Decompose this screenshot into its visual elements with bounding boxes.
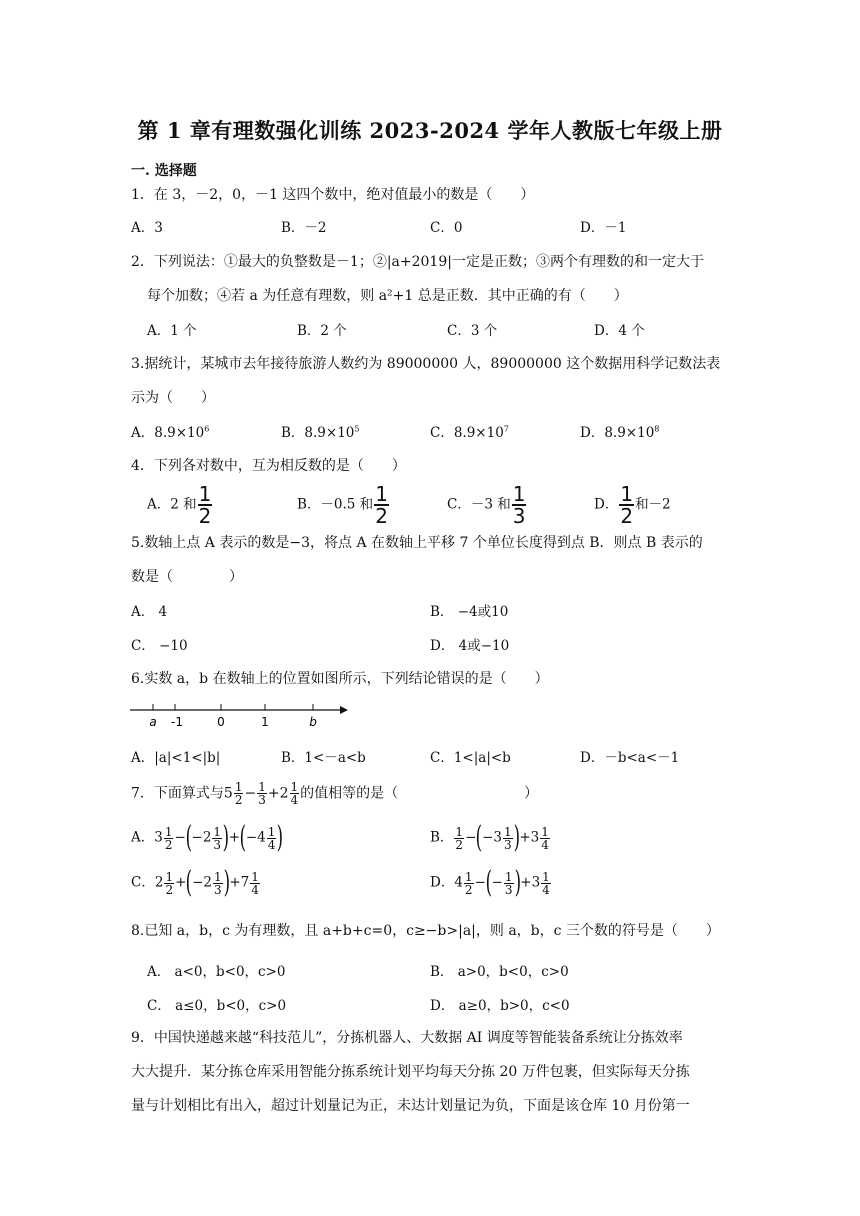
q1-option-b: B．－2 — [281, 220, 327, 236]
q8-stem: 8.已知 a，b，c 为有理数，且 a+b+c=0，c≥−b>|a|，则 a，b，c 三个数的符号是（ ） — [131, 923, 720, 939]
axis-label-1: -1 — [171, 715, 183, 729]
q6-option-d: D．－b<a<－1 — [580, 750, 680, 766]
q3-option-c: C．$8.9\times 10^7$ — [430, 424, 509, 441]
q4-option-d: D． $\frac{1}{2}$ 和－2 — [594, 482, 671, 528]
q5-option-b: B． −4或10 — [430, 604, 509, 620]
q6-option-a: A．|a|<1<|b| — [131, 750, 221, 766]
q3-stem-line1: 3.据统计，某城市去年接待旅游人数约为 89000000 人，89000000 这个数据用科学记数法表 — [131, 356, 721, 372]
q6-option-b: B．1<－a<b — [281, 750, 366, 766]
q3-stem-line2: 示为（ ） — [131, 390, 215, 406]
q1-stem: 1．在 3，－2，0，－1 这四个数中，绝对值最小的数是（ ） — [131, 187, 535, 203]
axis-label-0: a — [149, 715, 157, 729]
q9-stem-line2: 大大提升．某分拣仓库采用智能分拣系统计划平均每天分拣 20 万件包裹，但实际每天分拣 — [131, 1064, 690, 1080]
q2-option-c: C．3 个 — [447, 323, 498, 339]
q6-option-c: C．1<|a|<b — [430, 750, 511, 766]
q7-option-d: D．4 $\frac{1}{2}$ −(− $\frac{1}{3}$ )+3 $\frac{1}{4}$ — [430, 865, 550, 900]
q3-option-b: B．$8.9\times 10^5$ — [281, 424, 360, 441]
q4-option-c: C．－3 和 $\frac{1}{3}$ — [447, 482, 526, 528]
q8-option-d: D． a≥0，b>0，c<0 — [430, 998, 570, 1014]
q2-option-a: A．1 个 — [147, 323, 197, 339]
q2-option-d: D．4 个 — [594, 323, 645, 339]
q4-option-b: B．－0.5 和 $\frac{1}{2}$ — [297, 482, 388, 528]
q2-stem-line1: 2．下列说法：①最大的负整数是－1；②|a+2019|一定是正数；③两个有理数的和一定大于 — [131, 254, 704, 270]
q7-stem: 7．下面算式与5 $\frac{1}{2}$ − $\frac{1}{3}$ +2 $\frac{1}{4}$ 的值相等的是（ ） — [131, 780, 539, 807]
q1-option-c: C．0 — [430, 220, 463, 236]
q5-stem-line1: 5.数轴上点 A 表示的数是−3，将点 A 在数轴上平移 7 个单位长度得到点 B．则点 B 表示的 — [131, 535, 703, 551]
q6-stem: 6.实数 a，b 在数轴上的位置如图所示，下列结论错误的是（ ） — [131, 671, 549, 687]
q2-option-b: B．2 个 — [297, 323, 347, 339]
q5-option-d: D． 4或−10 — [430, 638, 510, 654]
q7-option-c: C．2 $\frac{1}{2}$ +(−2 $\frac{1}{3}$ )+7 $\frac{1}{4}$ — [131, 865, 259, 900]
q5-option-a: A． 4 — [131, 604, 168, 620]
q1-option-d: D．－1 — [580, 220, 627, 236]
q7-option-b: B． $\frac{1}{2}$ −(−3 $\frac{1}{3}$ )+3 $\frac{1}{4}$ — [430, 820, 549, 855]
section-heading: 一. 选择题 — [131, 163, 197, 179]
axis-label-4: b — [309, 715, 317, 729]
q3-option-d: D．$8.9\times 10^8$ — [580, 424, 660, 441]
q8-option-c: C． a≤0，b<0，c>0 — [147, 998, 287, 1014]
q4-option-a: A．2 和 $\frac{1}{2}$ — [147, 482, 212, 528]
q4-stem: 4．下列各对数中，互为相反数的是（ ） — [131, 458, 406, 474]
q2-stem-line2: 每个加数；④若 a 为任意有理数，则 a²+1 总是正数．其中正确的有（ ） — [147, 288, 628, 304]
number-line-figure — [128, 700, 350, 730]
q1-option-a: A．3 — [131, 220, 163, 236]
page-title: 第 1 章有理数强化训练 2023-2024 学年人教版七年级上册 — [137, 118, 723, 143]
q9-stem-line1: 9．中国快递越来越“科技范儿”，分拣机器人、大数据 AI 调度等智能装备系统让分拣效率 — [131, 1030, 683, 1046]
q5-stem-line2: 数是（ ） — [131, 569, 243, 585]
axis-label-2: 0 — [217, 715, 225, 729]
q8-option-a: A． a<0，b<0，c>0 — [147, 964, 286, 980]
axis-label-3: 1 — [261, 715, 269, 729]
q8-option-b: B． a>0，b<0，c>0 — [430, 964, 569, 980]
q3-option-a: A．$8.9\times 10^6$ — [131, 424, 210, 441]
q7-option-a: A．3 $\frac{1}{2}$ −(−2 $\frac{1}{3}$ )+(−4 $\frac{1}{4}$ ) — [131, 820, 284, 855]
q5-option-c: C． −10 — [131, 638, 188, 654]
q9-stem-line3: 量与计划相比有出入，超过计划量记为正，未达计划量记为负，下面是该仓库 10 月份第一 — [131, 1098, 690, 1114]
